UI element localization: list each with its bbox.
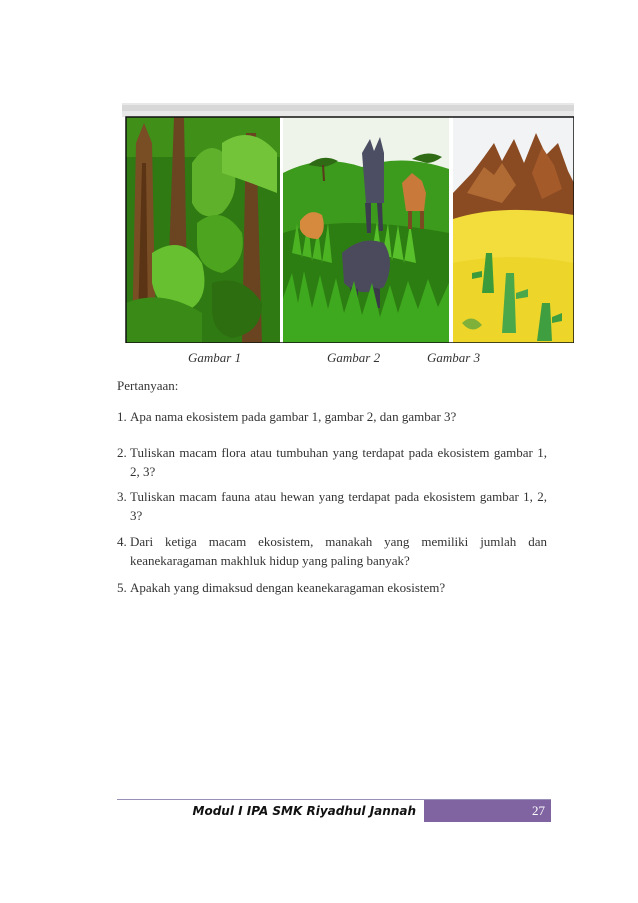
question-number: 1. — [117, 409, 127, 424]
question-1 — [117, 407, 547, 426]
desert-image — [453, 117, 574, 343]
question-text: Dari ketiga macam ekosistem, manakah yang memiliki jumlah dan keanekaragaman makhluk hidup yang paling banyak? — [130, 534, 547, 568]
page-number: 27 — [532, 803, 545, 818]
question-text: Tuliskan macam fauna atau hewan yang terdapat pada ekosistem gambar 1, 2, 3? — [130, 489, 547, 523]
caption-gambar-1: Gambar 1 — [188, 350, 242, 365]
ecosystem-figure — [122, 103, 574, 343]
question-5 — [117, 578, 547, 597]
question-number: 5. — [117, 580, 127, 595]
module-title: Modul I IPA SMK Riyadhul Jannah — [192, 804, 416, 818]
question-number: 2. — [117, 445, 127, 460]
savanna-image — [283, 117, 449, 343]
question-3 — [117, 487, 547, 525]
caption-gambar-3: Gambar 3 — [427, 350, 481, 365]
question-number: 3. — [117, 489, 127, 504]
caption-gambar-2: Gambar 2 — [327, 350, 381, 365]
forest-image — [126, 117, 280, 343]
question-2 — [117, 443, 547, 481]
page-footer — [117, 800, 551, 822]
question-number: 4. — [117, 534, 127, 549]
question-text: Apa nama ekosistem pada gambar 1, gambar 2, dan gambar 3? — [130, 409, 457, 424]
questions-heading: Pertanyaan: — [117, 378, 179, 393]
page-number-box — [424, 800, 551, 822]
question-text: Apakah yang dimaksud dengan keanekaragaman ekosistem? — [130, 580, 446, 595]
question-text: Tuliskan macam flora atau tumbuhan yang terdapat pada ekosistem gambar 1, 2, 3? — [130, 445, 547, 479]
question-4 — [117, 532, 547, 570]
